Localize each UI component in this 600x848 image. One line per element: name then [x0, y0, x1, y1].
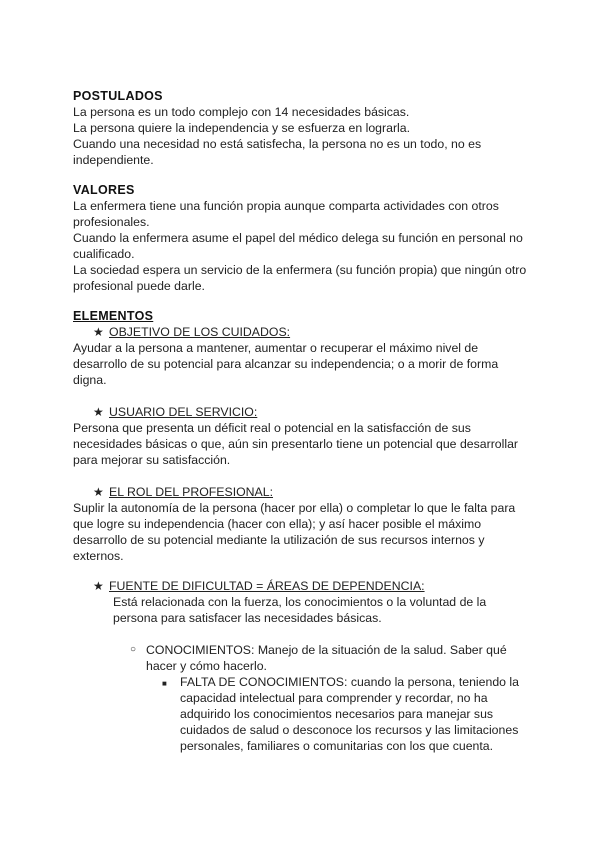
postulados-heading: POSTULADOS: [73, 89, 163, 103]
elementos-heading: ELEMENTOS: [73, 309, 154, 323]
circle-bullet-icon: ○: [130, 644, 137, 655]
elemento-bullet-1: [93, 324, 290, 340]
elemento-bullet-2: [93, 404, 257, 420]
postulados-paragraph: [73, 104, 533, 168]
valores-line-3: La sociedad espera un servicio de la enfermera (su función propia) que ningún otro profesional puede darle.: [73, 263, 527, 294]
elemento-label-2: USUARIO DEL SERVICIO:: [109, 405, 258, 419]
postulados-line-3: Cuando una necesidad no está satisfecha, la persona no es un todo, no es independiente.: [73, 137, 482, 168]
postulados-line-1: La persona es un todo complejo con 14 necesidades básicas.: [73, 105, 410, 119]
conocimientos-item: [130, 642, 530, 674]
star-icon: ★: [93, 579, 104, 593]
square-bullet-icon: ■: [162, 679, 167, 688]
star-icon: ★: [93, 485, 104, 499]
elemento-text-1: Ayudar a la persona a mantener, aumentar o recuperar el máximo nivel de desarrollo de su potencial para alcanzar su independencia; o a morir de forma digna.: [73, 341, 499, 388]
elemento-text-3: Suplir la autonomía de la persona (hacer por ella) o completar lo que le falta para que logre su independencia (hacer con ella); y así hacer posible el máximo desarrollo de su potencial mediante la utilización de sus recursos internos y externos.: [73, 501, 516, 564]
valores-heading: VALORES: [73, 183, 135, 197]
postulados-line-2: La persona quiere la independencia y se esfuerza en lograrla.: [73, 121, 411, 136]
falta-conocimientos-item: [162, 674, 532, 754]
star-icon: ★: [93, 325, 104, 339]
valores-line-1: La enfermera tiene una función propia aunque comparta actividades con otros profesionales.: [73, 199, 499, 230]
elemento-bullet-4: [93, 578, 425, 594]
valores-paragraph: [73, 198, 533, 295]
elemento-bullet-3: [93, 484, 273, 500]
elemento-text-4: Está relacionada con la fuerza, los conocimientos o la voluntad de la persona para satisfacer las necesidades básicas.: [113, 595, 487, 626]
falta-conocimientos-text: FALTA DE CONOCIMIENTOS: cuando la persona, teniendo la capacidad intelectual para comprender y recordar, no ha adquirido los conocimientos necesarios para manejar sus cuidados de salud o desconoce los recursos y las limitaciones personales, familiares o comunitarias con los que cuenta.: [180, 675, 520, 754]
elemento-text-2: Persona que presenta un déficit real o potencial en la satisfacción de sus necesidades básicas o que, aún sin presentarlo tiene un potencial que desarrollar para mejorar su satisfacción.: [73, 421, 519, 468]
valores-line-2: Cuando la enfermera asume el papel del médico delega su función en personal no cualificado.: [73, 231, 523, 262]
star-icon: ★: [93, 405, 104, 419]
elemento-label-1: OBJETIVO DE LOS CUIDADOS:: [109, 325, 291, 339]
conocimientos-text: CONOCIMIENTOS: Manejo de la situación de la salud. Saber qué hacer y cómo hacerlo.: [146, 643, 507, 674]
elemento-label-3: EL ROL DEL PROFESIONAL:: [109, 485, 274, 499]
elemento-label-4: FUENTE DE DIFICULTAD = ÁREAS DE DEPENDENCIA:: [109, 579, 425, 593]
